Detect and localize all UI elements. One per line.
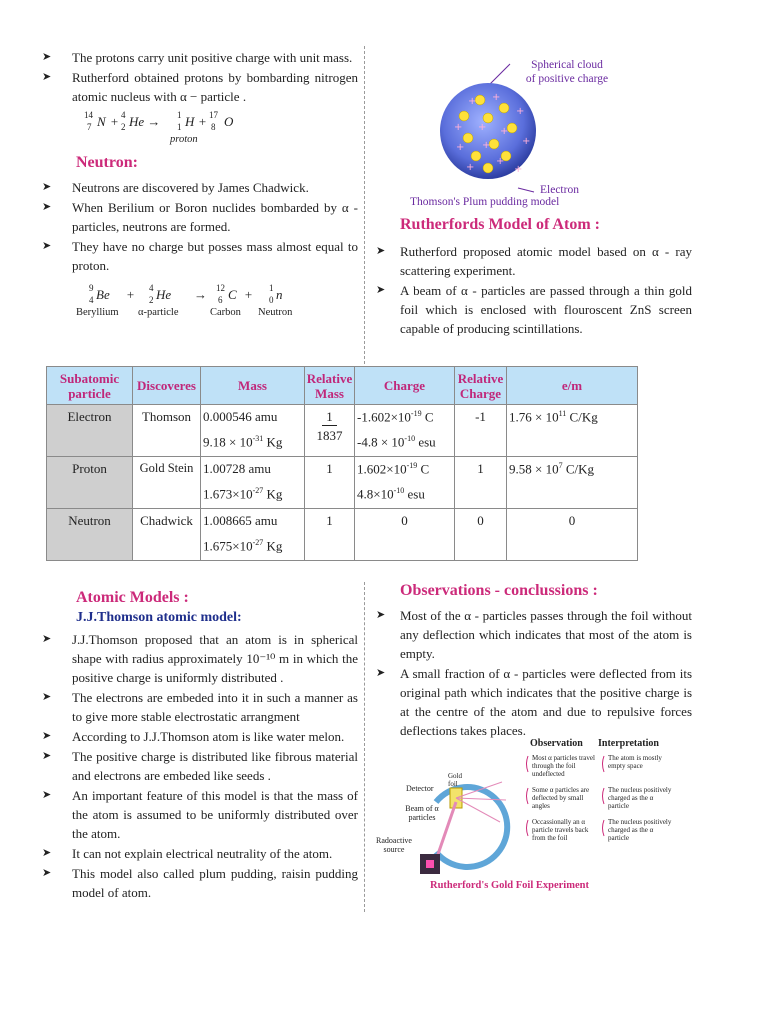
svg-text:+: +	[454, 122, 463, 133]
bullet: ➤ Rutherford proposed atomic model based on α - ray scattering experiment.	[376, 244, 692, 278]
diagram-caption: Thomson's Plum pudding model	[410, 196, 560, 208]
cloud-label: Spherical cloud of positive charge	[525, 59, 609, 85]
svg-text:+: +	[516, 106, 525, 117]
svg-text:+: +	[482, 140, 491, 151]
header-charge: Charge	[355, 367, 455, 405]
svg-text:+: +	[514, 164, 523, 175]
svg-text:+: +	[496, 156, 505, 167]
bullet: ➤ A beam of α - particles are passed through a thin gold foil which is enclosed with flouroscent ZnS screen capable of producing scintillations.	[376, 283, 692, 336]
bullet: ➤ Rutherford obtained protons by bombarding nitrogen atomic nucleus with α − particle .	[42, 70, 358, 104]
svg-text:+: +	[522, 136, 531, 147]
cell-particle: Electron	[47, 405, 133, 457]
bullet: ➤ According to J.J.Thomson atom is like water melon.	[42, 729, 345, 744]
interpretation-3: The nucleus positively charged as the α particle	[608, 818, 672, 842]
bullet: ➤ This model also called plum pudding, raisin pudding model of atom.	[42, 866, 358, 900]
cell-discoverer: Thomson	[133, 405, 201, 457]
top-left-column	[38, 48, 358, 323]
cell-e-m: 0	[507, 509, 638, 561]
beam-label: Beam of α particles	[405, 804, 439, 822]
bottom-left-column	[38, 588, 358, 903]
observation-3: Occassionally an α particle travels back from the foil	[532, 818, 589, 842]
cell-relative-charge: 0	[455, 509, 507, 561]
gold-foil-label: Gold foil	[448, 772, 462, 788]
cell-particle: Proton	[47, 457, 133, 509]
cell-relative-mass: 1	[305, 457, 355, 509]
bullet: ➤ A small fraction of α - particles were deflected from its original path which indicates that the positive charge is at the centre of the atom and due to repulsive forces deflections takes places.	[376, 666, 692, 738]
cell-charge: $-1.602\times 10^{-19}$ C $-4.8 \times 10^{-10}$ esu	[355, 405, 455, 457]
header-mass: Mass	[201, 367, 305, 405]
cell-charge: 0	[355, 509, 455, 561]
bullet: ➤ They have no charge but posses mass almost equal to proton.	[42, 239, 358, 273]
cell-relative-charge: -1	[455, 405, 507, 457]
thomson-subheading: J.J.Thomson atomic model:	[76, 610, 242, 625]
header-relative-charge: Relative Charge	[455, 367, 507, 405]
cell-charge: $1.602\times 10^{-19}$ C $4.8\times 10^{-10}$ esu	[355, 457, 455, 509]
bullet: ➤ An important feature of this model is that the mass of the atom is assumed to be uniformly distributed over the atom.	[42, 788, 358, 841]
interpretation-col-title: Interpretation	[598, 738, 659, 749]
detector-label: Detector	[406, 784, 434, 793]
cell-relative-charge: 1	[455, 457, 507, 509]
bullet: ➤ When Berilium or Boron nuclides bombarded by α -particles, neutrons are formed.	[42, 200, 358, 234]
cell-e-m: $1.76 \times 10^{11}$ C/Kg	[507, 405, 638, 457]
svg-text:+: +	[466, 162, 475, 173]
bullet: ➤ J.J.Thomson proposed that an atom is in spherical shape with radius approximately 10⁻¹⁰ m in which the positive charge is uniformly distributed .	[42, 632, 358, 685]
cell-particle: Neutron	[47, 509, 133, 561]
electron-label: Electron	[540, 184, 579, 196]
interpretation-2: The nucleus positively charged as the α particle	[608, 786, 672, 810]
observation-1: Most α particles travel through the foil undeflected	[532, 754, 595, 778]
bullet: ➤ The electrons are embeded into it in such a manner as to give more stable electrostatic arrangment	[42, 690, 358, 724]
interpretation-1: The atom is mostly empty space	[608, 754, 662, 770]
cell-mass: 1.008665 amu $1.675\times 10^{-27}$ Kg	[201, 509, 305, 561]
atomic-models-heading: Atomic Models :	[76, 589, 189, 606]
bullet: ➤ Neutrons are discovered by James Chadwick.	[42, 180, 309, 195]
svg-text:+: +	[492, 92, 501, 103]
observation-col-title: Observation	[530, 738, 583, 749]
figure-caption: Rutherford's Gold Foil Experiment	[430, 880, 589, 891]
cell-discoverer: Chadwick	[133, 509, 201, 561]
source-label: Radoactive source	[376, 836, 412, 854]
table-header-row	[47, 367, 638, 405]
cell-relative-mass: 1 1837	[305, 405, 355, 457]
column-divider-bottom	[364, 582, 365, 912]
cell-mass: 0.000546 amu $9.18 \times 10^{-31}$ Kg	[201, 405, 305, 457]
column-divider-top	[364, 46, 365, 364]
cell-relative-mass: 1	[305, 509, 355, 561]
header-subatomic: Subatomic particle	[47, 367, 133, 405]
svg-text:+: +	[456, 142, 465, 153]
observation-2: Some α particles are deflected by small angles	[532, 786, 590, 810]
subatomic-particles-table	[46, 366, 638, 561]
cell-mass: 1.00728 amu $1.673\times 10^{-27}$ Kg	[201, 457, 305, 509]
observations-heading: Observations - conclussions :	[400, 582, 598, 599]
cell-discoverer: Gold Stein	[133, 457, 201, 509]
svg-text:+: +	[500, 126, 509, 137]
cell-e-m: $9.58 \times 10^7$ C/Kg	[507, 457, 638, 509]
table-row-proton	[47, 457, 638, 509]
nuclear-equation-proton: 14 7 N + 4 2 He → 1 1 H + 17 8 O proton	[84, 110, 234, 145]
nuclear-equation-neutron: 9 4 Be + 4 2 He → 12 6 C + 1 0 n Beryllium α-particle Carbon Neutron	[76, 283, 293, 318]
top-right-column	[372, 52, 692, 339]
rutherford-heading: Rutherfords Model of Atom :	[400, 216, 600, 233]
bullet: ➤ The protons carry unit positive charge with unit mass.	[42, 50, 353, 65]
header-discoverer: Discoveres	[133, 367, 201, 405]
gold-foil-figure	[372, 738, 692, 892]
thomson-model-diagram	[372, 52, 692, 212]
bottom-right-column	[372, 582, 692, 892]
header-relative-mass: Relative Mass	[305, 367, 355, 405]
table-row-neutron	[47, 509, 638, 561]
bullet: ➤ The positive charge is distributed like fibrous material and electrons are embeded like seeds .	[42, 749, 358, 783]
svg-text:+: +	[478, 122, 487, 133]
svg-text:+: +	[468, 96, 477, 107]
neutron-heading: Neutron:	[76, 154, 138, 171]
table-row-electron	[47, 405, 638, 457]
bullet: ➤ It can not explain electrical neutrality of the atom.	[42, 846, 333, 861]
bullet: ➤ Most of the α - particles passes through the foil without any deflection which indicates that most of the atom is empty.	[376, 608, 692, 661]
header-e-m: e/m	[507, 367, 638, 405]
